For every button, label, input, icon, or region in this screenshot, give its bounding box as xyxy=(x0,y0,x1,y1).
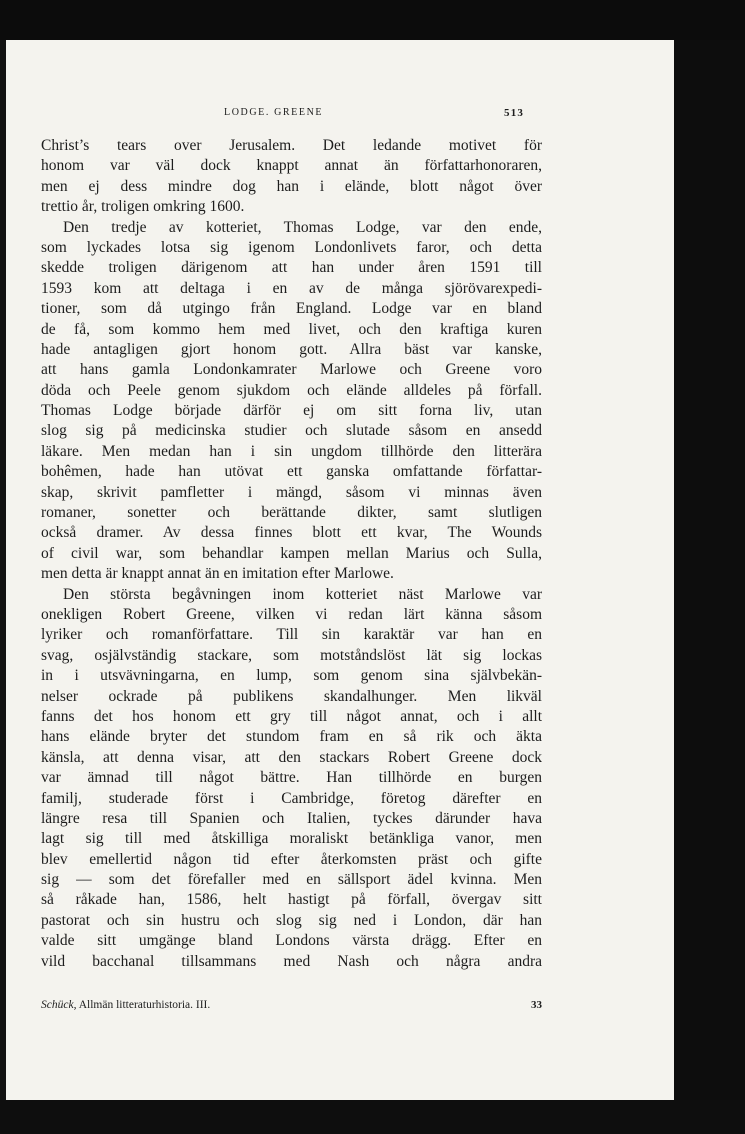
text-line: hade antagligen gjort honom gott. Allra bäst var kanske, xyxy=(41,340,542,358)
text-line: honom var väl dock knappt annat än författarhonoraren, xyxy=(41,157,542,175)
text-line: hans elände bryter det stundom fram en så rik och äkta xyxy=(41,728,542,746)
text-line: Christ’s tears over Jerusalem. Det ledande motivet för xyxy=(41,137,542,154)
text-line: Thomas Lodge började därför ej om sitt forna liv, utan xyxy=(41,402,542,420)
text-line: fanns det hos honom ett gry till något annat, och i allt xyxy=(41,707,542,725)
running-header xyxy=(6,107,674,123)
text-line: skedde troligen därigenom att han under åren 1591 till xyxy=(41,259,542,277)
text-line: som lyckades lotsa sig igenom Londonlivets faror, och detta xyxy=(41,238,542,256)
text-line: längre resa till Spanien och Italien, tyckes därunder hava xyxy=(41,809,542,827)
running-title: LODGE. GREENE xyxy=(224,107,324,118)
text-line: tioner, som då utgingo från England. Lodge var en bland xyxy=(41,300,542,318)
footer-citation xyxy=(41,999,210,1011)
text-line: nelser ockrade på publikens skandalhunger. Men likväl xyxy=(41,687,542,705)
page-footer xyxy=(41,999,542,1015)
text-line: onekligen Robert Greene, vilken vi redan lärt känna såsom xyxy=(41,605,542,623)
signature-mark: 33 xyxy=(531,999,542,1011)
footer-source: Allmän litteraturhistoria. III. xyxy=(76,999,211,1011)
text-line: var ämnad till något bättre. Han tillhörde en burgen xyxy=(41,769,542,787)
text-line: läkare. Men medan han i sin ungdom tillhörde den litterära xyxy=(41,442,542,460)
scan-bottom-border xyxy=(0,1100,745,1134)
text-line: så råkade han, 1586, helt hastigt på förfall, övergav sitt xyxy=(41,891,542,909)
scan-top-border xyxy=(0,0,745,40)
text-line: Den tredje av kotteriet, Thomas Lodge, var den ende, xyxy=(63,218,542,236)
text-line: Den största begåvningen inom kotteriet näst Marlowe var xyxy=(63,585,542,603)
text-line: trettio år, troligen omkring 1600. xyxy=(41,198,245,216)
text-line: vild bacchanal tillsammans med Nash och några andra xyxy=(41,952,542,970)
text-line: lyriker och romanförfattare. Till sin karaktär var han en xyxy=(41,626,542,644)
text-line: 1593 kom att deltaga i en av de många sjörövarexpedi- xyxy=(41,279,542,297)
text-line: pastorat och sin hustru och slog sig ned i London, där han xyxy=(41,911,542,929)
text-line: lagt sig till med åtskilliga moraliskt betänkliga vanor, men xyxy=(41,830,542,848)
text-line: blev emellertid någon tid efter återkomsten präst och gifte xyxy=(41,850,542,868)
footer-author: Schück, xyxy=(41,999,77,1011)
scan-right-border xyxy=(674,40,745,1134)
text-line: också dramer. Av dessa finnes blott ett kvar, The Wounds xyxy=(41,524,542,542)
text-line: men ej dess mindre dog han i elände, blott något över xyxy=(41,177,542,195)
text-line: in i utsvävningarna, en lump, som genom sina självbekän- xyxy=(41,667,542,685)
text-line: de få, som kommo hem med livet, och den kraftiga kuren xyxy=(41,320,542,338)
text-line: familj, studerade först i Cambridge, företog därefter en xyxy=(41,789,542,807)
body-text xyxy=(41,136,542,972)
text-line: att hans gamla Londonkamrater Marlowe och Greene voro xyxy=(41,361,542,379)
text-line: valde sitt umgänge bland Londons värsta drägg. Efter en xyxy=(41,932,542,950)
text-line: svag, osjälvständig stackare, som motståndslöst lät sig lockas xyxy=(41,646,542,664)
text-line: döda och Peele genom sjukdom och elände alldeles på förfall. xyxy=(41,381,542,399)
text-line: sig — som det förefaller med en sällsport ädel kvinna. Men xyxy=(41,871,542,889)
text-line: slog sig på medicinska studier och slutade såsom en ansedd xyxy=(41,422,542,440)
text-line: skap, skrivit pamfletter i mängd, såsom vi minnas även xyxy=(41,483,542,501)
text-line: romaner, sonetter och berättande dikter, samt slutligen xyxy=(41,504,542,522)
text-line: känsla, att denna visar, att den stackars Robert Greene dock xyxy=(41,748,542,766)
text-line: men detta är knappt annat än en imitation efter Marlowe. xyxy=(41,565,394,583)
text-line: bohêmen, hade han utövat ett ganska omfattande författar- xyxy=(41,463,542,481)
book-page xyxy=(6,40,674,1100)
page-number: 513 xyxy=(504,107,525,119)
text-line: of civil war, som behandlar kampen mellan Marius och Sulla, xyxy=(41,544,542,562)
